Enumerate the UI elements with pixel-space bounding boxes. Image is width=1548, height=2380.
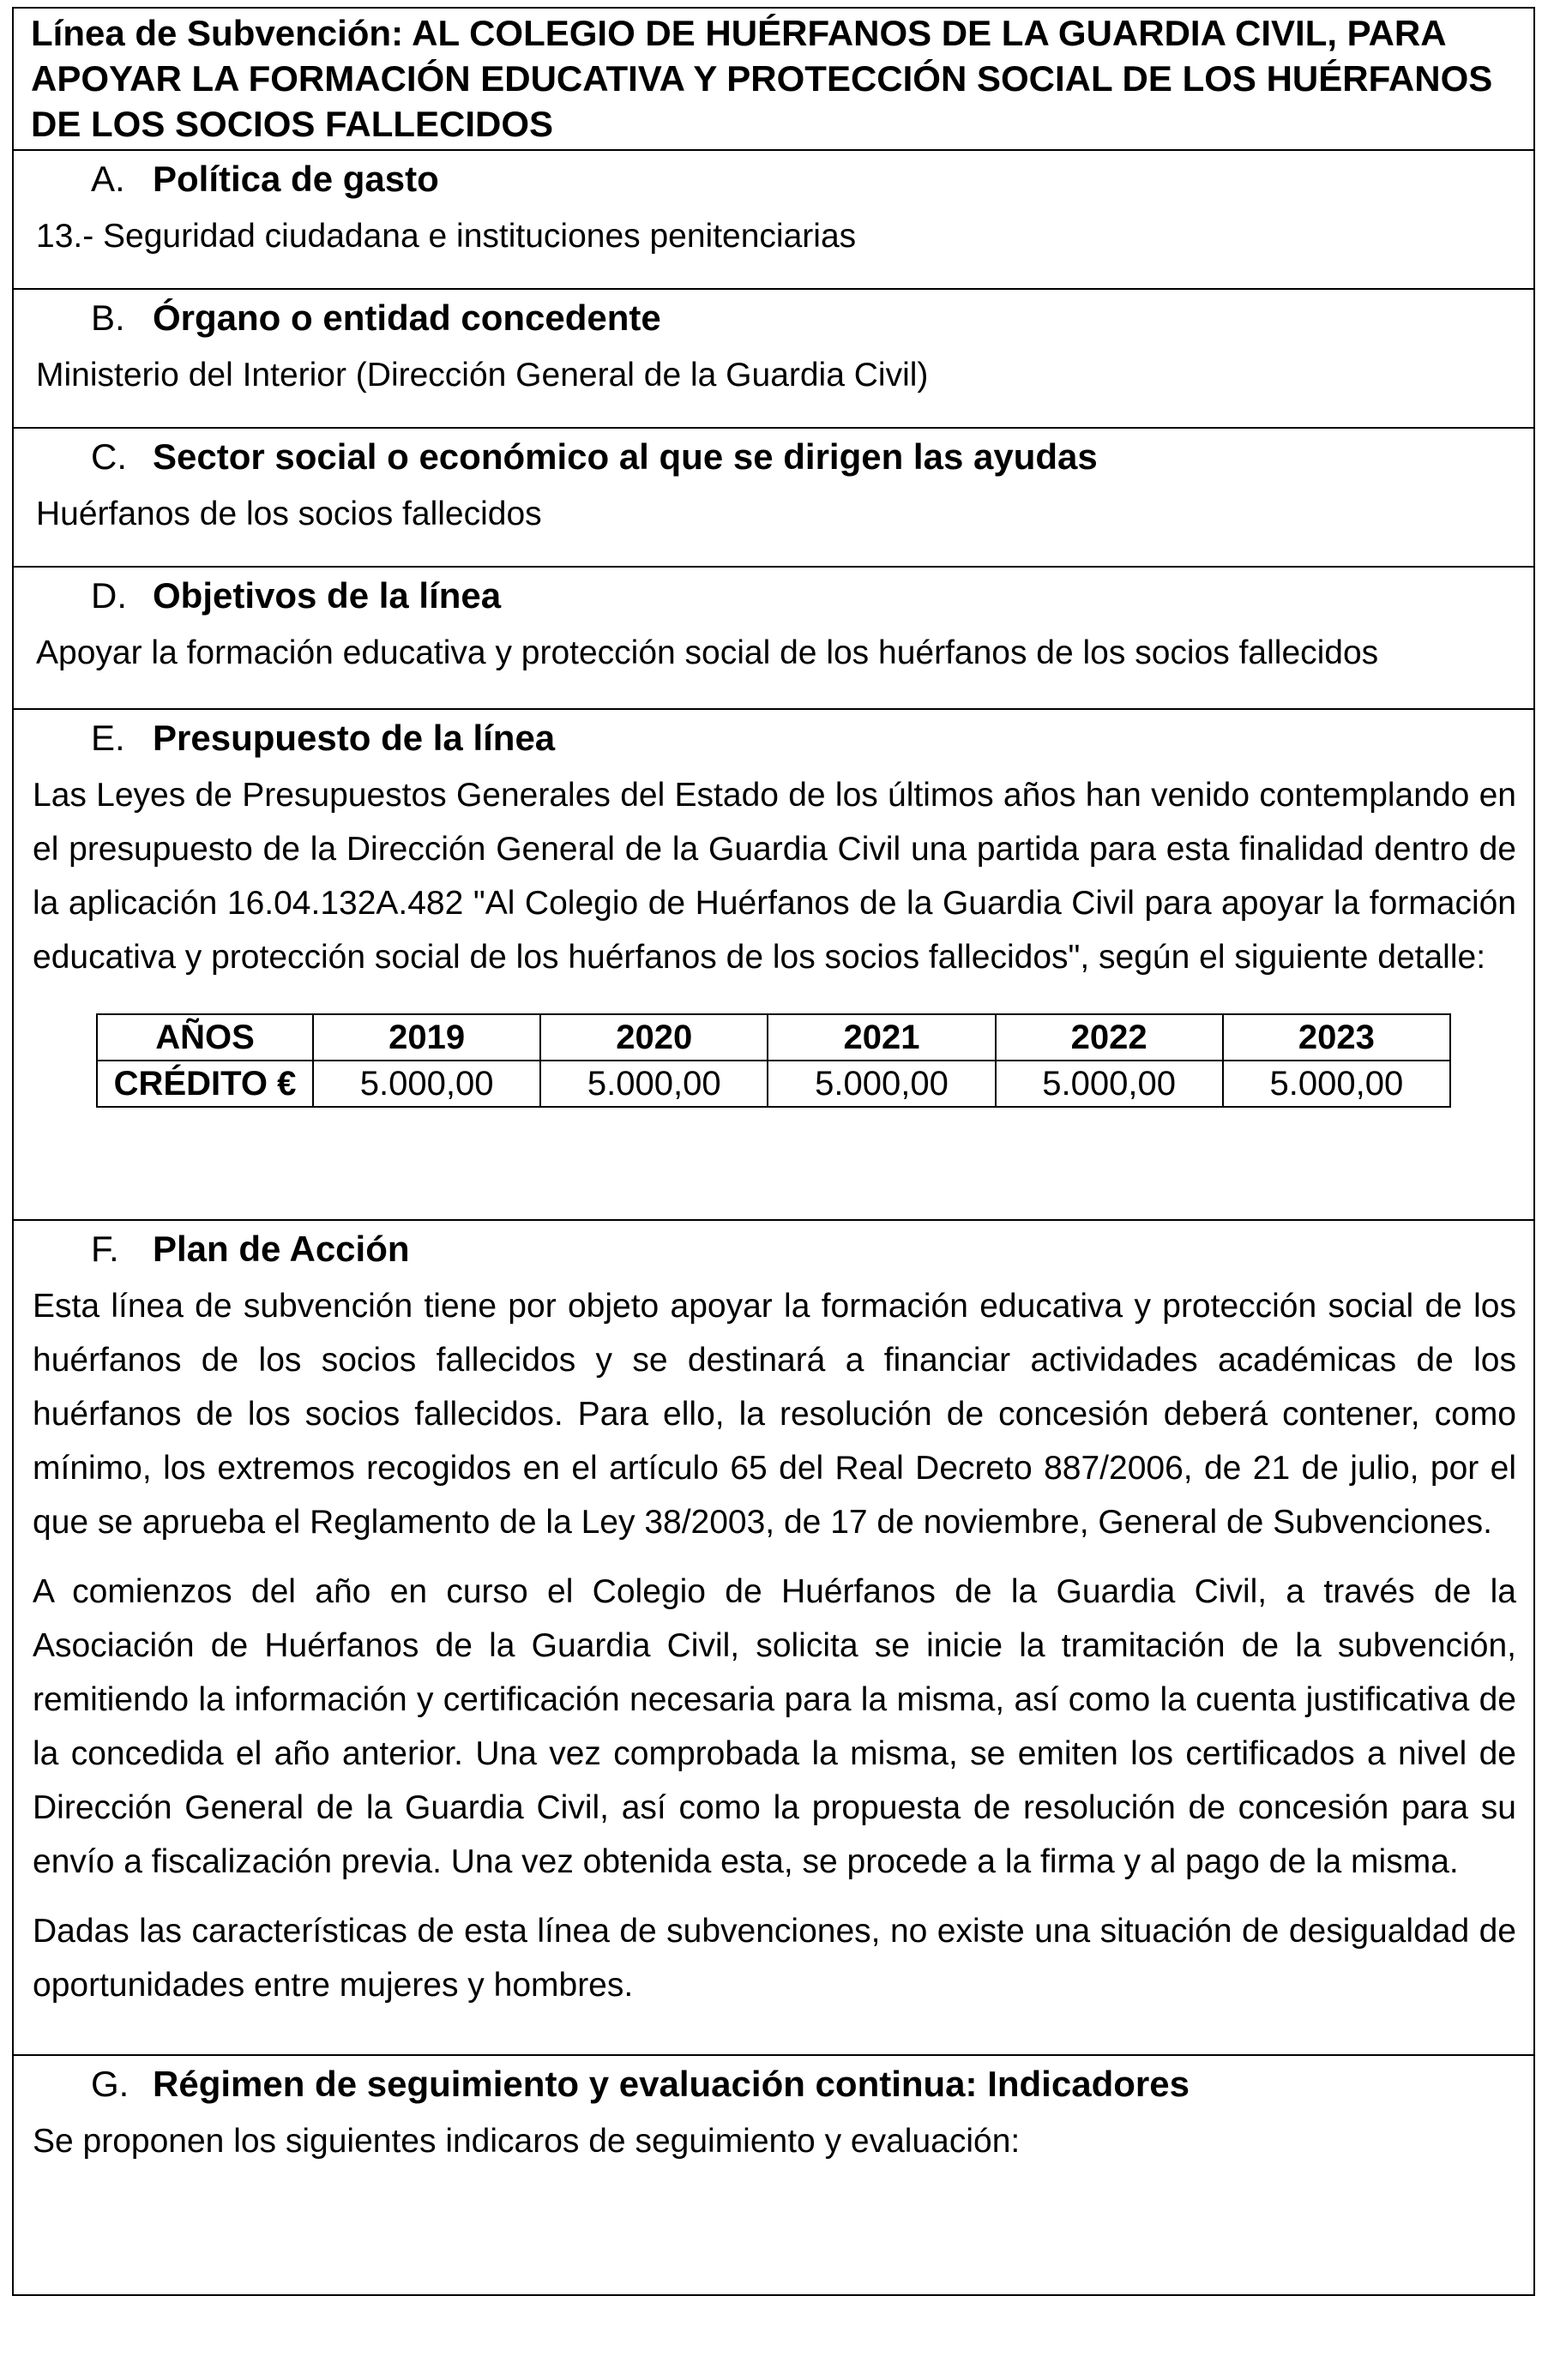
section-f-paragraph-3: Dadas las características de esta línea de subvenciones, no existe una situación de desigualdad de oportunidades entre mujeres y hombres. bbox=[33, 1913, 1516, 2004]
year-cell: 2021 bbox=[768, 1014, 995, 1061]
section-g-title: Régimen de seguimiento y evaluación continua: Indicadores bbox=[153, 2064, 1190, 2104]
document-form bbox=[12, 7, 1535, 2296]
section-a-letter: A. bbox=[91, 159, 125, 199]
section-f-title: Plan de Acción bbox=[153, 1229, 410, 1269]
section-d-title: Objetivos de la línea bbox=[153, 575, 502, 616]
section-c-title: Sector social o económico al que se dirigen las ayudas bbox=[153, 436, 1098, 477]
section-e bbox=[14, 710, 1533, 1221]
section-c-letter: C. bbox=[91, 436, 127, 477]
section-f bbox=[14, 1221, 1533, 2056]
section-a-heading bbox=[14, 151, 1533, 206]
year-cell: 2023 bbox=[1223, 1014, 1450, 1061]
section-d-letter: D. bbox=[91, 575, 127, 616]
section-g bbox=[14, 2056, 1533, 2294]
section-c-body: Huérfanos de los socios fallecidos bbox=[36, 496, 542, 532]
section-f-paragraph-1: Esta línea de subvención tiene por objeto apoyar la formación educativa y protección social de los huérfanos de los socios fallecidos y se destinará a financiar actividades académicas de los huérfanos de los socios fallecidos. Para ello, la resolución de concesión deberá contener, como mínimo, los extremos recogidos en el artículo 65 del Real Decreto 887/2006, de 21 de julio, por el que se aprueba el Reglamento de la Ley 38/2003, de 17 de noviembre, General de Subvenciones. bbox=[33, 1288, 1516, 1541]
section-g-heading bbox=[14, 2056, 1533, 2111]
title-section bbox=[14, 9, 1533, 151]
credit-table-credit-row bbox=[97, 1061, 1450, 1107]
section-b-title: Órgano o entidad concedente bbox=[153, 298, 661, 338]
section-e-letter: E. bbox=[91, 718, 125, 758]
credit-cell: 5.000,00 bbox=[996, 1061, 1223, 1107]
credit-cell: 5.000,00 bbox=[768, 1061, 995, 1107]
section-f-heading bbox=[14, 1221, 1533, 1276]
section-f-paragraph-2: A comienzos del año en curso el Colegio de Huérfanos de la Guardia Civil, a través de la Asociación de Huérfanos de la Guardia Civil, solicita se inicie la tramitación de la subvención, remitiendo la información y certificación necesaria para la misma, así como la cuenta justificativa de la concedida el año anterior. Una vez comprobada la misma, se emiten los certificados a nivel de Dirección General de la Guardia Civil, así como la propuesta de resolución de concesión para su envío a fiscalización previa. Una vez obtenida esta, se procede a la firma y al pago de la misma. bbox=[33, 1573, 1516, 1880]
document-title: Línea de Subvención: AL COLEGIO DE HUÉRFANOS DE LA GUARDIA CIVIL, PARA APOYAR LA FORMACIÓN EDUCATIVA Y PROTECCIÓN SOCIAL DE LOS HUÉRFANOS DE LOS SOCIOS FALLECIDOS bbox=[31, 13, 1493, 144]
section-a-title: Política de gasto bbox=[153, 159, 439, 199]
section-g-body: Se proponen los siguientes indicaros de seguimiento y evaluación: bbox=[33, 2123, 1021, 2160]
credit-header-cell: CRÉDITO € bbox=[97, 1061, 313, 1107]
section-d-body: Apoyar la formación educativa y protección social de los huérfanos de los socios fallecidos bbox=[36, 634, 1379, 671]
year-cell: 2020 bbox=[540, 1014, 768, 1061]
credit-table bbox=[96, 1013, 1451, 1108]
section-e-title: Presupuesto de la línea bbox=[153, 718, 556, 758]
year-cell: 2019 bbox=[313, 1014, 540, 1061]
section-e-heading bbox=[14, 710, 1533, 765]
section-g-letter: G. bbox=[91, 2064, 130, 2104]
credit-table-years-row bbox=[97, 1014, 1450, 1061]
section-c bbox=[14, 429, 1533, 568]
section-c-heading bbox=[14, 429, 1533, 484]
section-a bbox=[14, 151, 1533, 290]
credit-cell: 5.000,00 bbox=[313, 1061, 540, 1107]
section-a-body: 13.- Seguridad ciudadana e instituciones penitenciarias bbox=[36, 218, 857, 255]
section-b bbox=[14, 290, 1533, 429]
credit-cell: 5.000,00 bbox=[540, 1061, 768, 1107]
credit-cell: 5.000,00 bbox=[1223, 1061, 1450, 1107]
year-cell: 2022 bbox=[996, 1014, 1223, 1061]
section-f-letter: F. bbox=[91, 1229, 119, 1269]
section-b-heading bbox=[14, 290, 1533, 345]
section-b-body: Ministerio del Interior (Dirección General de la Guardia Civil) bbox=[36, 357, 929, 394]
years-header-cell: AÑOS bbox=[97, 1014, 313, 1061]
section-d bbox=[14, 568, 1533, 710]
section-b-letter: B. bbox=[91, 298, 125, 338]
section-e-body: Las Leyes de Presupuestos Generales del Estado de los últimos años han venido contemplando en el presupuesto de la Dirección General de la Guardia Civil una partida para esta finalidad dentro de la aplicación 16.04.132A.482 "Al Colegio de Huérfanos de la Guardia Civil para apoyar la formación educativa y protección social de los huérfanos de los socios fallecidos", según el siguiente detalle: bbox=[33, 777, 1516, 976]
section-d-heading bbox=[14, 568, 1533, 622]
